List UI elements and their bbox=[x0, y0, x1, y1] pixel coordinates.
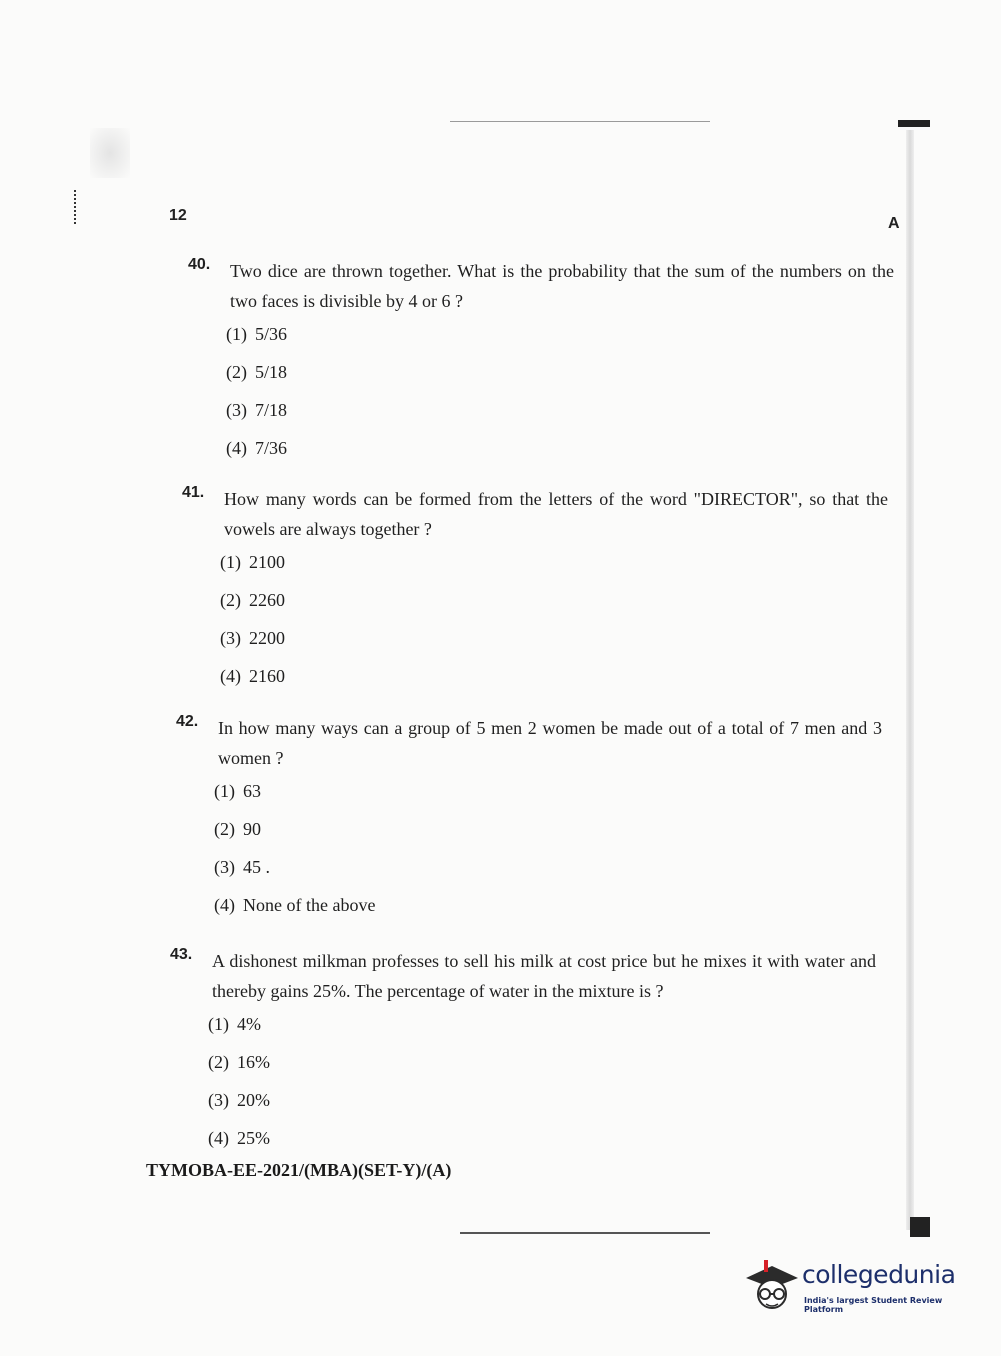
page-number: 12 bbox=[169, 207, 187, 224]
option-list bbox=[220, 550, 285, 702]
option-list bbox=[214, 779, 375, 931]
question-number: 40. bbox=[188, 256, 211, 273]
option: (4) 7/36 bbox=[226, 438, 288, 458]
option: (1) 5/36 bbox=[226, 324, 288, 344]
option-list bbox=[226, 322, 287, 474]
option: (2) 2260 bbox=[220, 590, 285, 610]
question-number: 42. bbox=[176, 713, 199, 730]
scan-top-rule bbox=[450, 121, 710, 122]
scan-margin-mark bbox=[74, 190, 78, 224]
scan-right-edge bbox=[906, 130, 914, 1230]
scan-corner-mark bbox=[910, 1217, 930, 1237]
option: (2) 90 bbox=[214, 819, 261, 839]
option: (2) 5/18 bbox=[226, 362, 288, 382]
scan-corner-mark bbox=[898, 120, 930, 127]
scan-smudge bbox=[90, 128, 130, 178]
option: (3) 2200 bbox=[220, 628, 285, 648]
brand-tagline: India's largest Student Review Platform bbox=[804, 1296, 943, 1314]
scan-bottom-rule bbox=[460, 1232, 710, 1234]
option: (1) 2100 bbox=[220, 552, 285, 572]
exam-code: TYMOBA-EE-2021/(MBA)(SET-Y)/(A) bbox=[146, 1160, 452, 1180]
question-text: A dishonest milkman professes to sell his milk at cost price but he mixes it with water and thereby gains 25%. The percentage of water in the mixture is ? bbox=[212, 951, 876, 1001]
option-list bbox=[208, 1012, 270, 1164]
option: (1) 63 bbox=[214, 781, 261, 801]
brand-watermark bbox=[742, 1252, 972, 1322]
option: (3) 45 . bbox=[214, 857, 270, 877]
question-number: 41. bbox=[182, 484, 205, 501]
option: (2) 16% bbox=[208, 1052, 270, 1072]
question-text: How many words can be formed from the letters of the word "DIRECTOR", so that the vowels are always together ? bbox=[224, 489, 888, 539]
option: (4) None of the above bbox=[214, 895, 376, 915]
option: (3) 7/18 bbox=[226, 400, 288, 420]
option: (1) 4% bbox=[208, 1014, 261, 1034]
question-text: Two dice are thrown together. What is the probability that the sum of the numbers on the two faces is divisible by 4 or 6 ? bbox=[230, 261, 894, 311]
set-letter: A bbox=[888, 215, 900, 232]
collegedunia-logo-icon bbox=[742, 1256, 802, 1314]
option: (3) 20% bbox=[208, 1090, 270, 1110]
question-text: In how many ways can a group of 5 men 2 women be made out of a total of 7 men and 3 women ? bbox=[218, 718, 882, 768]
question-number: 43. bbox=[170, 946, 193, 963]
option: (4) 2160 bbox=[220, 666, 285, 686]
brand-name: collegedunia bbox=[802, 1260, 956, 1289]
option: (4) 25% bbox=[208, 1128, 270, 1148]
